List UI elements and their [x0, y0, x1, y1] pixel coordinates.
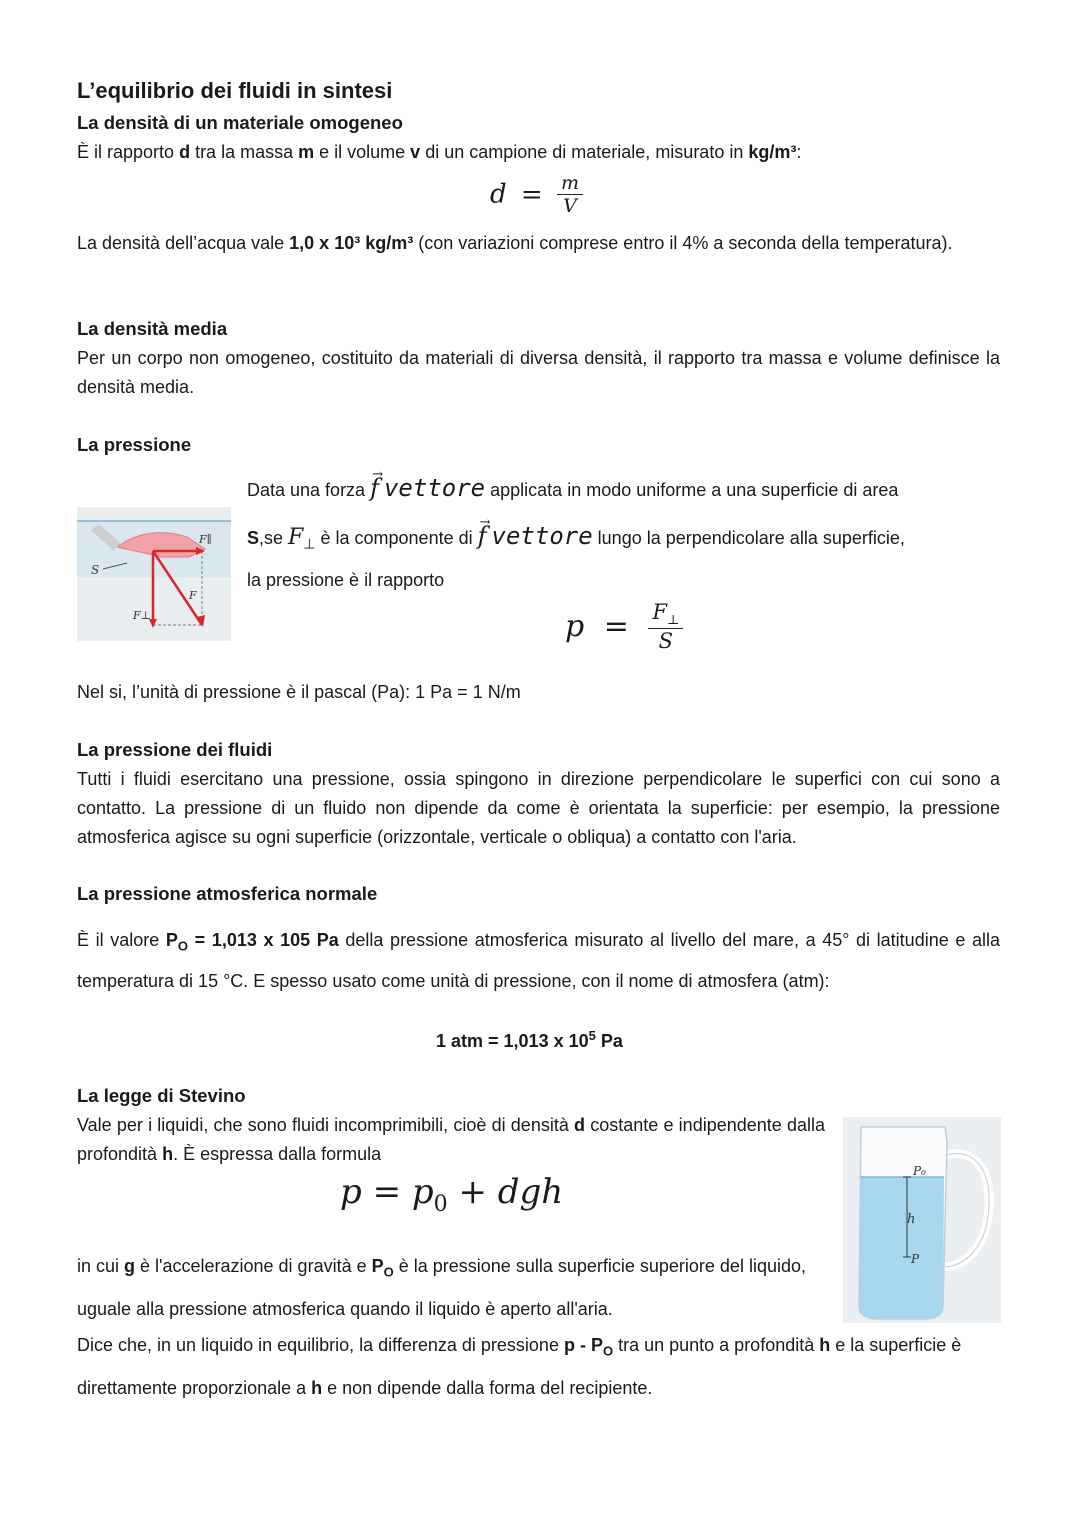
section-heading-mean-density: La densità media [77, 318, 228, 339]
section-heading-stevino: La legge di Stevino [77, 1085, 246, 1106]
figure-label-s: S [91, 563, 100, 577]
water-density-text: La densità dell’acqua vale 1,0 x 10³ kg/m³ (con variazioni comprese entro il 4% a seconda della temperatura). [77, 233, 953, 253]
stevino-explanation: in cui g è l'accelerazione di gravità e $P_O$ è la pressione sulla superficie superiore del liquido, uguale alla pressione atmosferica quando il liquido è aperto all'aria. [77, 1256, 806, 1319]
jug-label-p0: P₀ [913, 1164, 926, 1178]
density-formula: d = $\frac{m}{V}$ [490, 172, 583, 217]
jug-figure [843, 1117, 1001, 1323]
fluid-pressure-text: Tutti i fluidi esercitano una pressione, ossia spingono in direzione perpendicolare le superfici con cui sono a contatto. La pressione di un fluido non dipende da come è orientata la superficie: per esempio, la pressione atmosferica agisce su ogni superficie (orizzontale, verticale o obliqua) a contatto con l'aria. [77, 769, 1000, 847]
stevino-intro: Vale per i liquidi, che sono fluidi incomprimibili, cioè di densità d costante e indipendente dalla profondità h. È espressa dalla formula [77, 1115, 826, 1164]
jug-label-h: h [907, 1212, 916, 1227]
force-decomposition-figure [77, 507, 231, 641]
section-heading-atm-pressure: La pressione atmosferica normale [77, 883, 378, 904]
mean-density-text: Per un corpo non omogeneo, costituito da materiali di diversa densità, il rapporto tra massa e volume definisce la densità media. [77, 348, 1000, 397]
figure-label-f-perp: F⊥ [133, 609, 151, 622]
section-heading-fluid-pressure: La pressione dei fluidi [77, 739, 273, 760]
atm-equivalence: 1 atm = 1,013 x $10^5$ Pa [436, 1028, 623, 1051]
pressure-formula: p = $\frac{F_\perp}{S}$ [565, 600, 683, 653]
figure-label-f-par: F∥ [199, 533, 212, 546]
jug-label-p: P [911, 1252, 920, 1266]
pressure-line-1: Data una forza f → vettore applicata in modo uniforme a una superficie di area [247, 474, 1007, 505]
figure-label-f: F [189, 589, 197, 602]
stevino-formula: $p = p_0$ + dgh [340, 1172, 564, 1217]
section-heading-density: La densità di un materiale omogeneo [77, 112, 403, 133]
pressure-line-3: la pressione è il rapporto [247, 570, 445, 590]
section-heading-pressure: La pressione [77, 434, 192, 455]
stevino-conclusion: Dice che, in un liquido in equilibrio, la differenza di pressione p - $P_O$ tra un punto a profondità h e la superficie è direttamente proporzionale a h e non dipende dalla forma del recipiente. [77, 1335, 962, 1398]
density-definition: È il rapporto d tra la massa m e il volume v di un campione di materiale, misurato in kg/m³: [77, 142, 802, 162]
pressure-line-2: S,se $F_\perp$ è la componente di f → vettore lungo la perpendicolare alla superficie, [247, 522, 1007, 559]
atm-pressure-text: È il valore $P_O = 1,013$ x 105 Pa della pressione atmosferica misurato al livello del mare, a 45° di latitudine e alla temperatura di 15 °C. E spesso usato come unità di pressione, con il nome di atmosfera (atm): [77, 930, 1000, 991]
pascal-unit-text: Nel si, l’unità di pressione è il pascal (Pa): 1 Pa = 1 N/m [77, 682, 521, 702]
page-title: L’equilibrio dei fluidi in sintesi [77, 78, 393, 103]
